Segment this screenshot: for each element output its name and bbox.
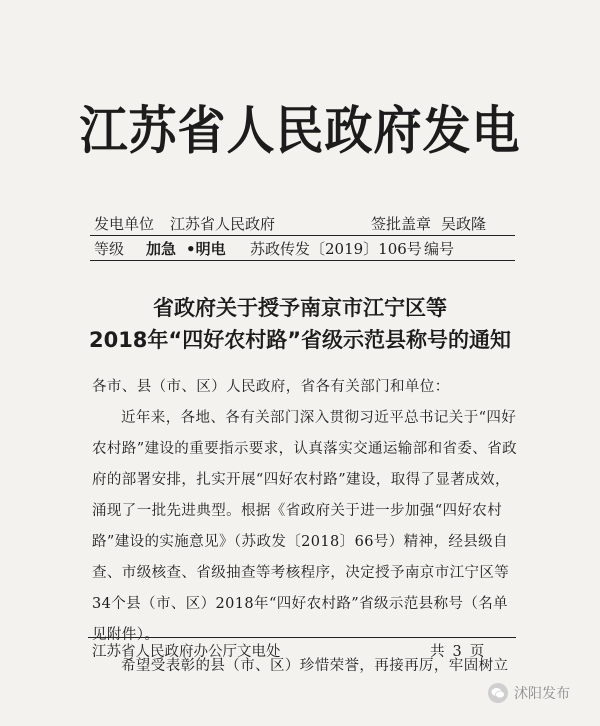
divider-line xyxy=(90,260,515,261)
footer-divider xyxy=(88,637,516,638)
sender-value: 江苏省人民政府 xyxy=(170,215,276,233)
page-count-suffix: 页 xyxy=(469,644,485,660)
body-paragraph: 希望受表彰的县（市、区）珍惜荣誉，再接再厉，牢固树立 xyxy=(121,658,509,674)
secrecy-value: •明电 xyxy=(186,240,226,258)
level-label: 等级 xyxy=(94,240,125,258)
page-count-value: 3 xyxy=(452,644,462,660)
urgency-value: 加急 xyxy=(146,240,177,258)
watermark-text: 沭阳发布 xyxy=(514,686,570,702)
page-count xyxy=(430,640,484,661)
notice-title-line1: 省政府关于授予南京市江宁区等 xyxy=(153,296,447,320)
divider-line xyxy=(90,235,515,236)
signer-label: 签批盖章 xyxy=(371,215,432,233)
notice-body xyxy=(92,372,522,682)
footer-office: 江苏省人民政府办公厅文电处 xyxy=(92,644,281,660)
level-row xyxy=(0,238,600,260)
body-paragraph: 近年来，各地、各有关部门深入贯彻习近平总书记关于“四好农村路”建设的重要指示要求，认真落实交通运输部和省委、省政府的部署安排，扎实开展“四好农村路”建设，取得了显著成效，涌现了一批先进典型。根据《省政府关于进一步加强“四好农村路”建设的实施意见》（苏政发〔2018〕66号）精神，经县级自查、市级核查、省级抽查等考核程序，决定授予南京市江宁区等34个县（市、区）2018年“四好农村路”省级示范县称号（名单见附件）。 xyxy=(92,410,518,643)
code-label: 编号 xyxy=(424,240,455,258)
notice-title-line2: 2018年“四好农村路”省级示范县称号的通知 xyxy=(88,328,512,352)
wechat-icon xyxy=(488,683,508,703)
document-banner: 江苏省人民政府发电 xyxy=(79,101,521,162)
source-watermark xyxy=(488,680,570,706)
salutation: 各市、县（市、区）人民政府，省各有关部门和单位： xyxy=(92,379,450,395)
page-count-prefix: 共 xyxy=(430,644,445,660)
sender-row xyxy=(0,213,600,235)
signer-value: 吴政隆 xyxy=(441,215,487,233)
sender-label: 发电单位 xyxy=(94,215,155,233)
footer-row xyxy=(0,640,600,662)
doc-number: 苏政传发〔2019〕106号 xyxy=(250,240,422,258)
